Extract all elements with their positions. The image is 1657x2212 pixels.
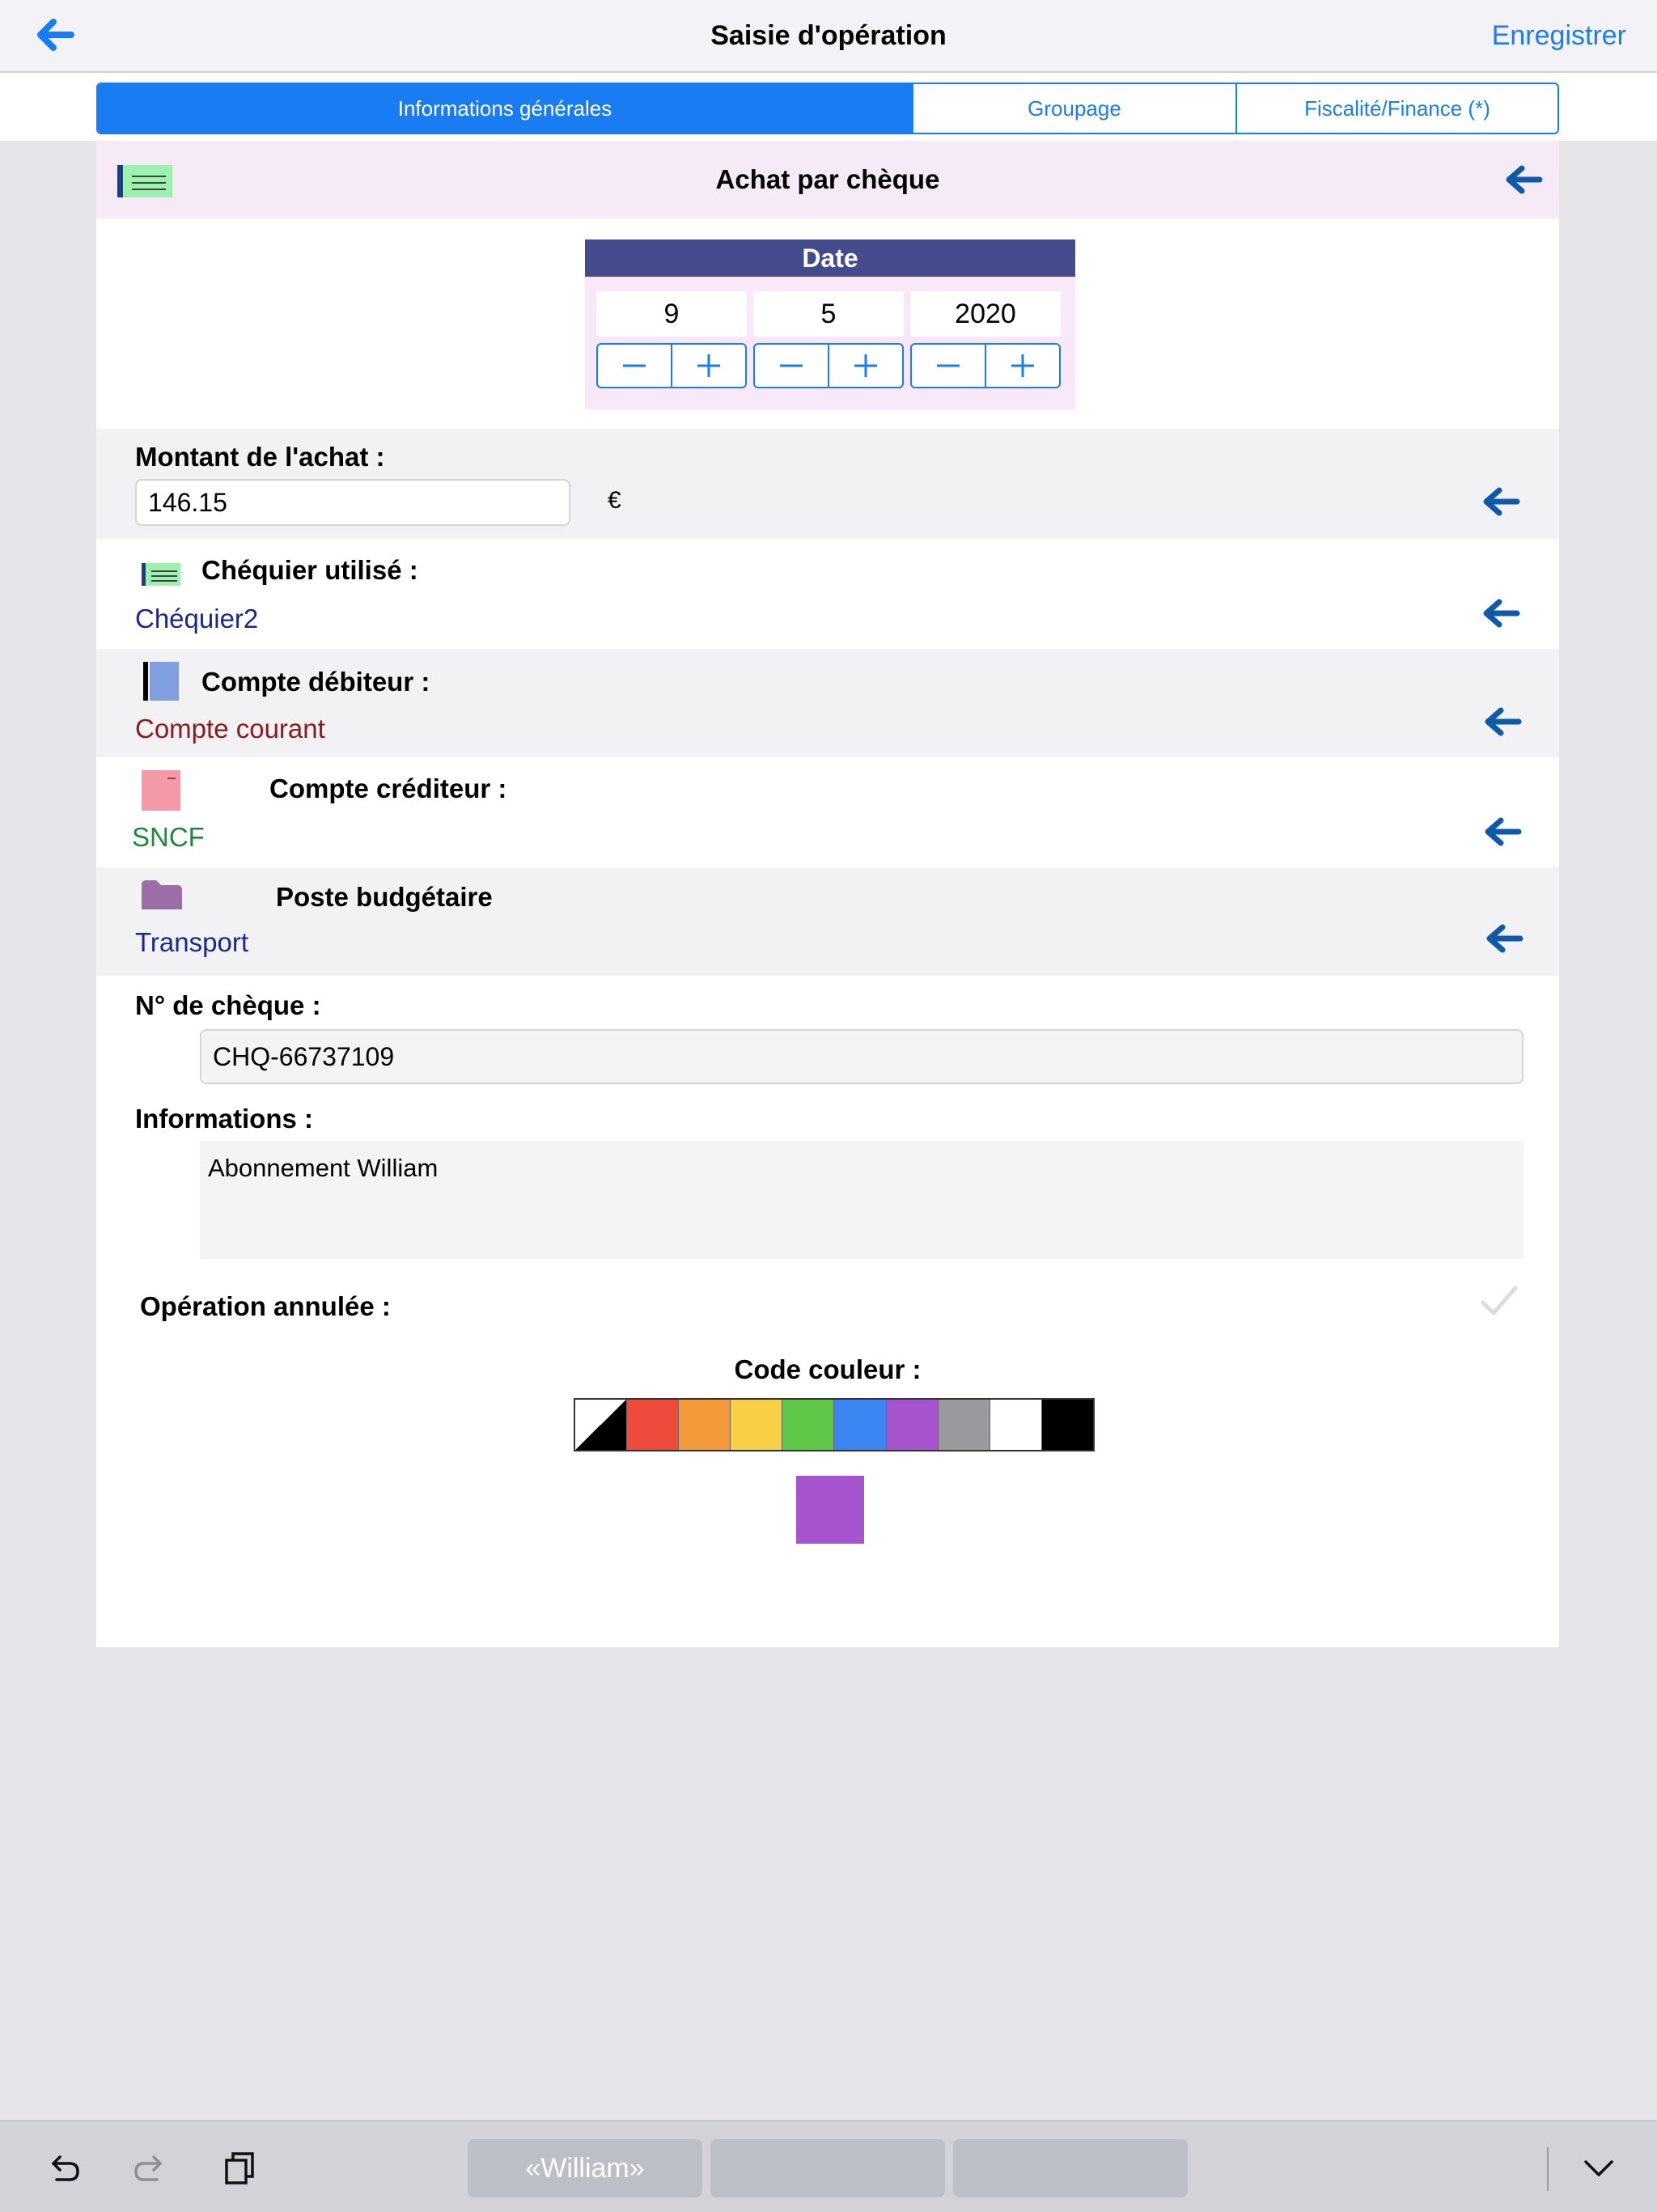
color-palette: [574, 1398, 1095, 1451]
back-button[interactable]: [32, 15, 78, 55]
cheque-number-label: N° de chèque :: [135, 990, 321, 1020]
budget-label: Poste budgétaire: [276, 882, 493, 912]
color-swatch[interactable]: [782, 1400, 833, 1450]
checkbook-arrow-icon[interactable]: [1480, 597, 1522, 629]
redo-icon[interactable]: [131, 2149, 170, 2188]
date-header: Date: [585, 239, 1075, 277]
plus-icon: [696, 353, 722, 379]
color-swatch[interactable]: [626, 1400, 678, 1450]
color-swatch[interactable]: [730, 1400, 782, 1450]
color-swatch[interactable]: [678, 1400, 730, 1450]
year-decrement-button[interactable]: [912, 345, 985, 387]
cancelled-checkmark-icon[interactable]: [1480, 1285, 1519, 1317]
debit-account-arrow-icon[interactable]: [1481, 706, 1524, 738]
color-swatch[interactable]: [833, 1400, 885, 1450]
suggestion-2[interactable]: [710, 2139, 945, 2197]
year-stepper: [910, 343, 1061, 388]
operation-type-arrow-icon[interactable]: [1502, 163, 1545, 196]
credit-account-arrow-icon[interactable]: [1481, 816, 1524, 848]
amount-input[interactable]: [135, 479, 570, 526]
back-arrow-icon: [32, 15, 78, 55]
day-stepper: [596, 343, 747, 388]
color-swatch[interactable]: [886, 1400, 938, 1450]
debit-account-label: Compte débiteur :: [201, 667, 430, 697]
cancelled-label: Opération annulée :: [140, 1291, 391, 1321]
checkbook-row[interactable]: [96, 539, 1559, 649]
third-party-icon: [142, 770, 180, 811]
debit-account-row[interactable]: [96, 649, 1559, 757]
month-stepper: [753, 343, 904, 388]
year-increment-button[interactable]: [985, 345, 1059, 387]
credit-account-label: Compte créditeur :: [269, 773, 507, 803]
date-picker: [585, 239, 1075, 409]
date-year-value: 2020: [910, 291, 1061, 337]
information-label: Informations :: [135, 1104, 313, 1134]
color-swatch[interactable]: [990, 1400, 1041, 1450]
color-swatch[interactable]: [1041, 1400, 1093, 1450]
budget-row[interactable]: [96, 867, 1559, 976]
tab-fiscalite-finance[interactable]: Fiscalité/Finance (*): [1235, 84, 1557, 133]
day-decrement-button[interactable]: [598, 345, 671, 387]
paste-icon[interactable]: [220, 2149, 259, 2188]
operation-form-card: [96, 141, 1559, 1647]
segmented-control: [96, 83, 1559, 134]
hide-keyboard-chevron-icon[interactable]: [1579, 2149, 1618, 2188]
color-code-label: Code couleur :: [734, 1354, 922, 1384]
minus-icon: [935, 353, 961, 379]
date-month-value: 5: [753, 291, 904, 337]
checkbook-value: Chéquier2: [135, 604, 259, 634]
minus-icon: [621, 353, 647, 379]
page-title: Saisie d'opération: [710, 20, 947, 51]
checkbook-label: Chéquier utilisé :: [201, 555, 418, 585]
suggestion-1[interactable]: «William»: [468, 2139, 702, 2197]
suggestion-3[interactable]: [953, 2139, 1188, 2197]
information-textarea[interactable]: [200, 1141, 1524, 1259]
day-increment-button[interactable]: [671, 345, 745, 387]
account-book-icon: [143, 662, 179, 701]
tab-groupage[interactable]: Groupage: [912, 84, 1235, 133]
currency-symbol: €: [608, 487, 621, 514]
navigation-bar: [0, 0, 1657, 73]
color-swatch-none[interactable]: [575, 1400, 626, 1450]
amount-label: Montant de l'achat :: [135, 442, 385, 472]
cheque-number-input[interactable]: [200, 1029, 1524, 1084]
debit-account-value: Compte courant: [135, 714, 325, 744]
cheque-icon: [117, 165, 172, 197]
date-day-value: 9: [596, 291, 747, 337]
operation-type-header[interactable]: [96, 141, 1559, 218]
checkbook-icon: [142, 563, 180, 586]
save-button[interactable]: Enregistrer: [1491, 20, 1626, 51]
budget-value: Transport: [135, 927, 248, 957]
tab-informations-generales[interactable]: Informations générales: [98, 84, 912, 133]
credit-account-row[interactable]: [96, 757, 1559, 867]
keyboard-shortcut-bar: [0, 2120, 1657, 2212]
budget-arrow-icon[interactable]: [1483, 922, 1525, 955]
month-increment-button[interactable]: [828, 345, 902, 387]
selected-color-swatch: [796, 1476, 864, 1544]
credit-account-value: SNCF: [132, 822, 205, 852]
color-swatch[interactable]: [938, 1400, 990, 1450]
undo-icon[interactable]: [44, 2149, 83, 2188]
folder-icon: [142, 880, 182, 909]
operation-title: Achat par chèque: [715, 164, 940, 194]
amount-arrow-icon[interactable]: [1480, 485, 1522, 518]
month-decrement-button[interactable]: [755, 345, 828, 387]
plus-icon: [1010, 353, 1036, 379]
amount-row: [96, 429, 1559, 539]
bar-divider: [1547, 2147, 1549, 2191]
minus-icon: [778, 353, 804, 379]
plus-icon: [853, 353, 879, 379]
